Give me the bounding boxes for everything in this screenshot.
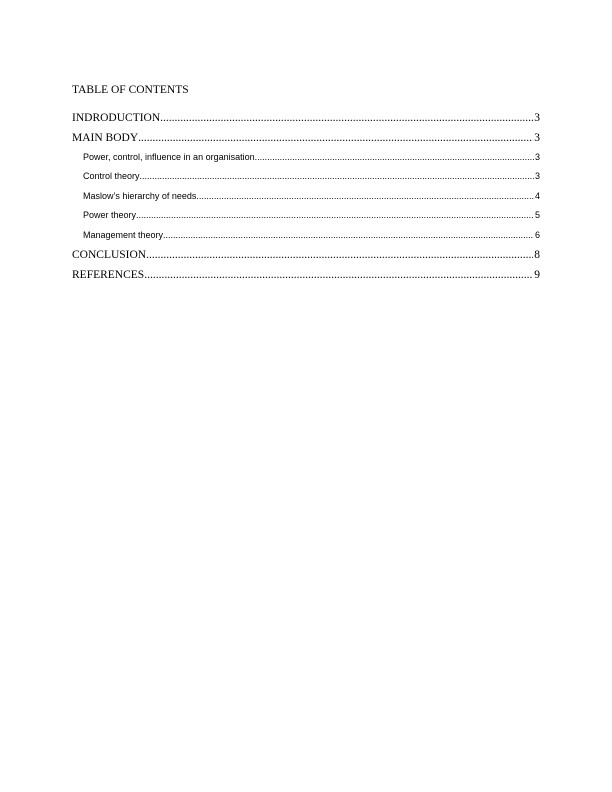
- toc-entry-label: Control theory: [83, 171, 140, 182]
- toc-entry-label: REFERENCES: [72, 268, 145, 281]
- toc-page-number: 6: [534, 229, 540, 240]
- toc-entry-label: CONCLUSION: [72, 248, 147, 261]
- toc-entry-power-theory[interactable]: [72, 208, 540, 227]
- toc-entry-label: Management theory: [83, 229, 164, 240]
- toc-entry-label: Power theory: [83, 210, 137, 221]
- toc-page-number: 4: [534, 190, 540, 201]
- toc-dot-leader: [144, 267, 533, 283]
- toc-page-number: 3: [534, 112, 540, 124]
- toc-entry-management-theory[interactable]: [72, 228, 540, 247]
- toc-title: TABLE OF CONTENTS: [72, 84, 189, 96]
- toc-page-number: 3: [534, 132, 540, 144]
- toc-page-number: 3: [534, 152, 540, 162]
- toc-dot-leader: [138, 130, 533, 146]
- toc-dot-leader: [160, 110, 533, 126]
- toc-entry-label: INDRODUCTION: [72, 112, 161, 124]
- toc-entry-maslow-hierarchy[interactable]: [72, 189, 540, 208]
- toc-dot-leader: [146, 247, 533, 263]
- toc-list: [72, 110, 540, 287]
- toc-page-number: 5: [534, 210, 540, 221]
- toc-entry-references[interactable]: [72, 267, 540, 287]
- toc-entry-label: Maslow’s hierarchy of needs: [83, 190, 197, 201]
- toc-entry-conclusion[interactable]: [72, 247, 540, 267]
- toc-dot-leader: [196, 189, 534, 204]
- toc-dot-leader: [140, 169, 534, 184]
- toc-entry-label: MAIN BODY: [72, 132, 139, 144]
- toc-page-number: 8: [534, 248, 540, 261]
- toc-entry-label: Power, control, influence in an organisation: [83, 152, 255, 162]
- toc-entry-main-body[interactable]: [72, 130, 540, 150]
- toc-entry-introduction[interactable]: [72, 110, 540, 130]
- toc-entry-power-control-influence[interactable]: [72, 150, 540, 169]
- toc-page-number: 9: [534, 268, 540, 281]
- toc-page-number: 3: [534, 171, 540, 182]
- toc-dot-leader: [163, 228, 534, 243]
- toc-entry-control-theory[interactable]: [72, 169, 540, 188]
- toc-dot-leader: [255, 150, 534, 165]
- toc-dot-leader: [136, 208, 534, 223]
